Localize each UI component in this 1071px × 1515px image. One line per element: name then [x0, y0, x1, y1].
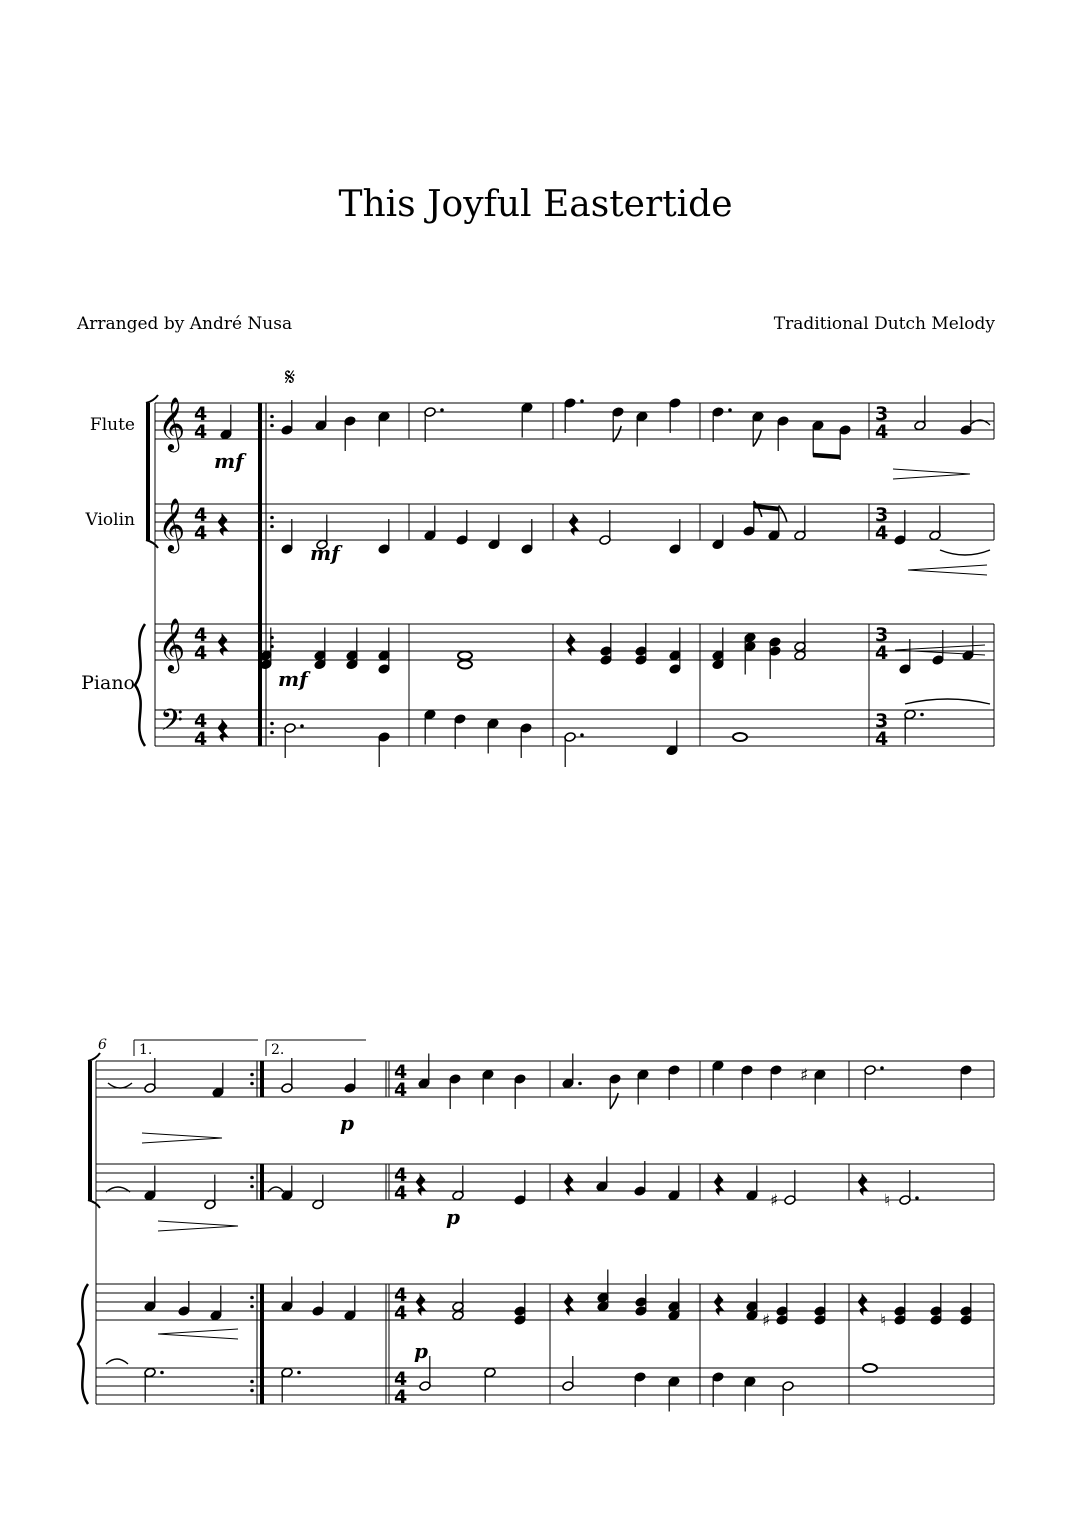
decrescendo-line [158, 1226, 238, 1231]
bracket-cap [88, 1053, 100, 1061]
augmentation-dot [580, 733, 584, 737]
whole-note [458, 652, 472, 660]
augmentation-dot [270, 525, 274, 529]
crescendo-line [908, 565, 987, 570]
augmentation-dot [250, 1389, 254, 1393]
composer-credit: Traditional Dutch Melody [773, 314, 995, 334]
time-signature-top: 3 [875, 403, 889, 425]
decrescendo-line [893, 469, 970, 474]
quarter-rest [564, 1294, 574, 1315]
time-signature-bottom: 4 [875, 642, 889, 664]
time-signature-top: 4 [394, 1368, 408, 1390]
time-signature-bottom: 4 [394, 1386, 408, 1408]
treble-clef-icon: 𝄞 [158, 617, 186, 671]
quarter-rest [858, 1294, 868, 1315]
crescendo-line [158, 1334, 238, 1339]
staff-system2-3 [96, 1368, 994, 1404]
decrescendo-line [142, 1133, 222, 1138]
arranger-credit: Arranged by André Nusa [77, 314, 293, 334]
staff-system1-3 [155, 710, 994, 746]
treble-clef-icon: 𝄞 [158, 396, 186, 450]
augmentation-dot [580, 399, 584, 403]
time-signature-top: 3 [875, 710, 889, 732]
note-flag [610, 1093, 618, 1109]
augmentation-dot [578, 1082, 582, 1086]
dynamic-p: p [340, 1111, 354, 1135]
crescendo-line [908, 570, 987, 575]
crescendo-line [158, 1329, 238, 1334]
natural-sign: ♮ [884, 1191, 891, 1211]
quarter-rest [714, 1294, 724, 1315]
first-ending-label: 1. [139, 1042, 153, 1058]
time-signature-bottom: 4 [194, 421, 208, 443]
time-signature-top: 4 [194, 624, 208, 646]
time-signature-bottom: 4 [194, 642, 208, 664]
augmentation-dot [270, 415, 274, 419]
crescendo-line [895, 645, 985, 650]
augmentation-dot [160, 1371, 164, 1375]
quarter-rest [858, 1174, 868, 1195]
quarter-rest [416, 1294, 426, 1315]
time-signature-bottom: 4 [875, 421, 889, 443]
augmentation-dot [440, 408, 444, 412]
quarter-rest [416, 1174, 426, 1195]
augmentation-dot [250, 1185, 254, 1189]
decrescendo-line [158, 1221, 238, 1226]
augmentation-dot [920, 713, 924, 717]
quarter-rest [714, 1174, 724, 1195]
piano-brace-icon [135, 624, 145, 746]
augmentation-dot [915, 1196, 919, 1200]
instrument-label-violin: Violin [85, 510, 135, 530]
natural-sign: ♮ [880, 1311, 887, 1331]
score-title: This Joyful Eastertide [338, 184, 733, 225]
augmentation-dot [297, 1371, 301, 1375]
staff-system1-0 [155, 403, 994, 439]
time-signature-top: 4 [394, 1164, 408, 1186]
dynamic-p-violin: p [446, 1205, 460, 1229]
segno-sign-icon: 𝄋 [284, 363, 296, 391]
whole-note [458, 661, 472, 669]
bracket-cap [88, 1200, 100, 1208]
bass-clef-icon: 𝄢 [160, 704, 184, 745]
quarter-rest [218, 514, 228, 535]
dynamic-mf: mf [214, 449, 244, 473]
time-signature-bottom: 4 [394, 1079, 408, 1101]
augmentation-dot [250, 1296, 254, 1300]
sharp-sign: ♯ [800, 1065, 809, 1086]
second-ending-label: 2. [271, 1042, 285, 1058]
augmentation-dot [270, 516, 274, 520]
sharp-sign: ♯ [770, 1191, 779, 1211]
beam [813, 455, 840, 457]
time-signature-top: 3 [875, 624, 889, 646]
augmentation-dot [250, 1380, 254, 1384]
sharp-sign: ♯ [762, 1311, 771, 1331]
tie [940, 550, 990, 555]
augmentation-dot [250, 1305, 254, 1309]
augmentation-dot [270, 731, 274, 735]
time-signature-bottom: 4 [394, 1182, 408, 1204]
instrument-label-piano: Piano [81, 672, 135, 694]
time-signature-top: 4 [394, 1061, 408, 1083]
augmentation-dot [270, 424, 274, 428]
augmentation-dot [270, 722, 274, 726]
quarter-rest [218, 720, 228, 741]
quarter-rest [564, 1174, 574, 1195]
treble-clef-icon: 𝄞 [158, 497, 186, 551]
augmentation-dot [250, 1082, 254, 1086]
staff-system1-2 [155, 624, 994, 660]
time-signature-bottom: 4 [194, 728, 208, 750]
augmentation-dot [300, 724, 304, 728]
augmentation-dot [250, 1073, 254, 1077]
time-signature-top: 4 [194, 710, 208, 732]
time-signature-bottom: 4 [875, 728, 889, 750]
decrescendo-line [142, 1138, 222, 1143]
decrescendo-line [893, 474, 970, 479]
quarter-rest [569, 514, 579, 535]
time-signature-bottom: 4 [875, 522, 889, 544]
time-signature-top: 4 [194, 504, 208, 526]
piano-brace-icon [78, 1284, 88, 1404]
tie [106, 1359, 128, 1364]
quarter-rest [218, 634, 228, 655]
beam [754, 506, 779, 509]
instrument-label-flute: Flute [89, 415, 135, 435]
quarter-rest [566, 634, 576, 655]
tie [905, 699, 990, 704]
time-signature-top: 4 [394, 1284, 408, 1306]
augmentation-dot [250, 1176, 254, 1180]
dynamic-p-piano: p [414, 1339, 428, 1363]
dynamic-mf-violin: mf [310, 541, 340, 565]
bracket-cap [146, 395, 158, 403]
time-signature-top: 4 [194, 403, 208, 425]
augmentation-dot [728, 408, 732, 412]
tie [108, 1083, 132, 1088]
whole-note [863, 1364, 877, 1372]
measure-number: 6 [98, 1037, 107, 1053]
bracket-cap [146, 540, 158, 548]
staff-system2-0 [96, 1061, 994, 1097]
dynamic-mf-piano: mf [278, 667, 308, 691]
note-flag [613, 426, 621, 442]
augmentation-dot [880, 1066, 884, 1070]
time-signature-bottom: 4 [394, 1302, 408, 1324]
time-signature-top: 3 [875, 504, 889, 526]
time-signature-bottom: 4 [194, 522, 208, 544]
whole-note [733, 733, 747, 741]
